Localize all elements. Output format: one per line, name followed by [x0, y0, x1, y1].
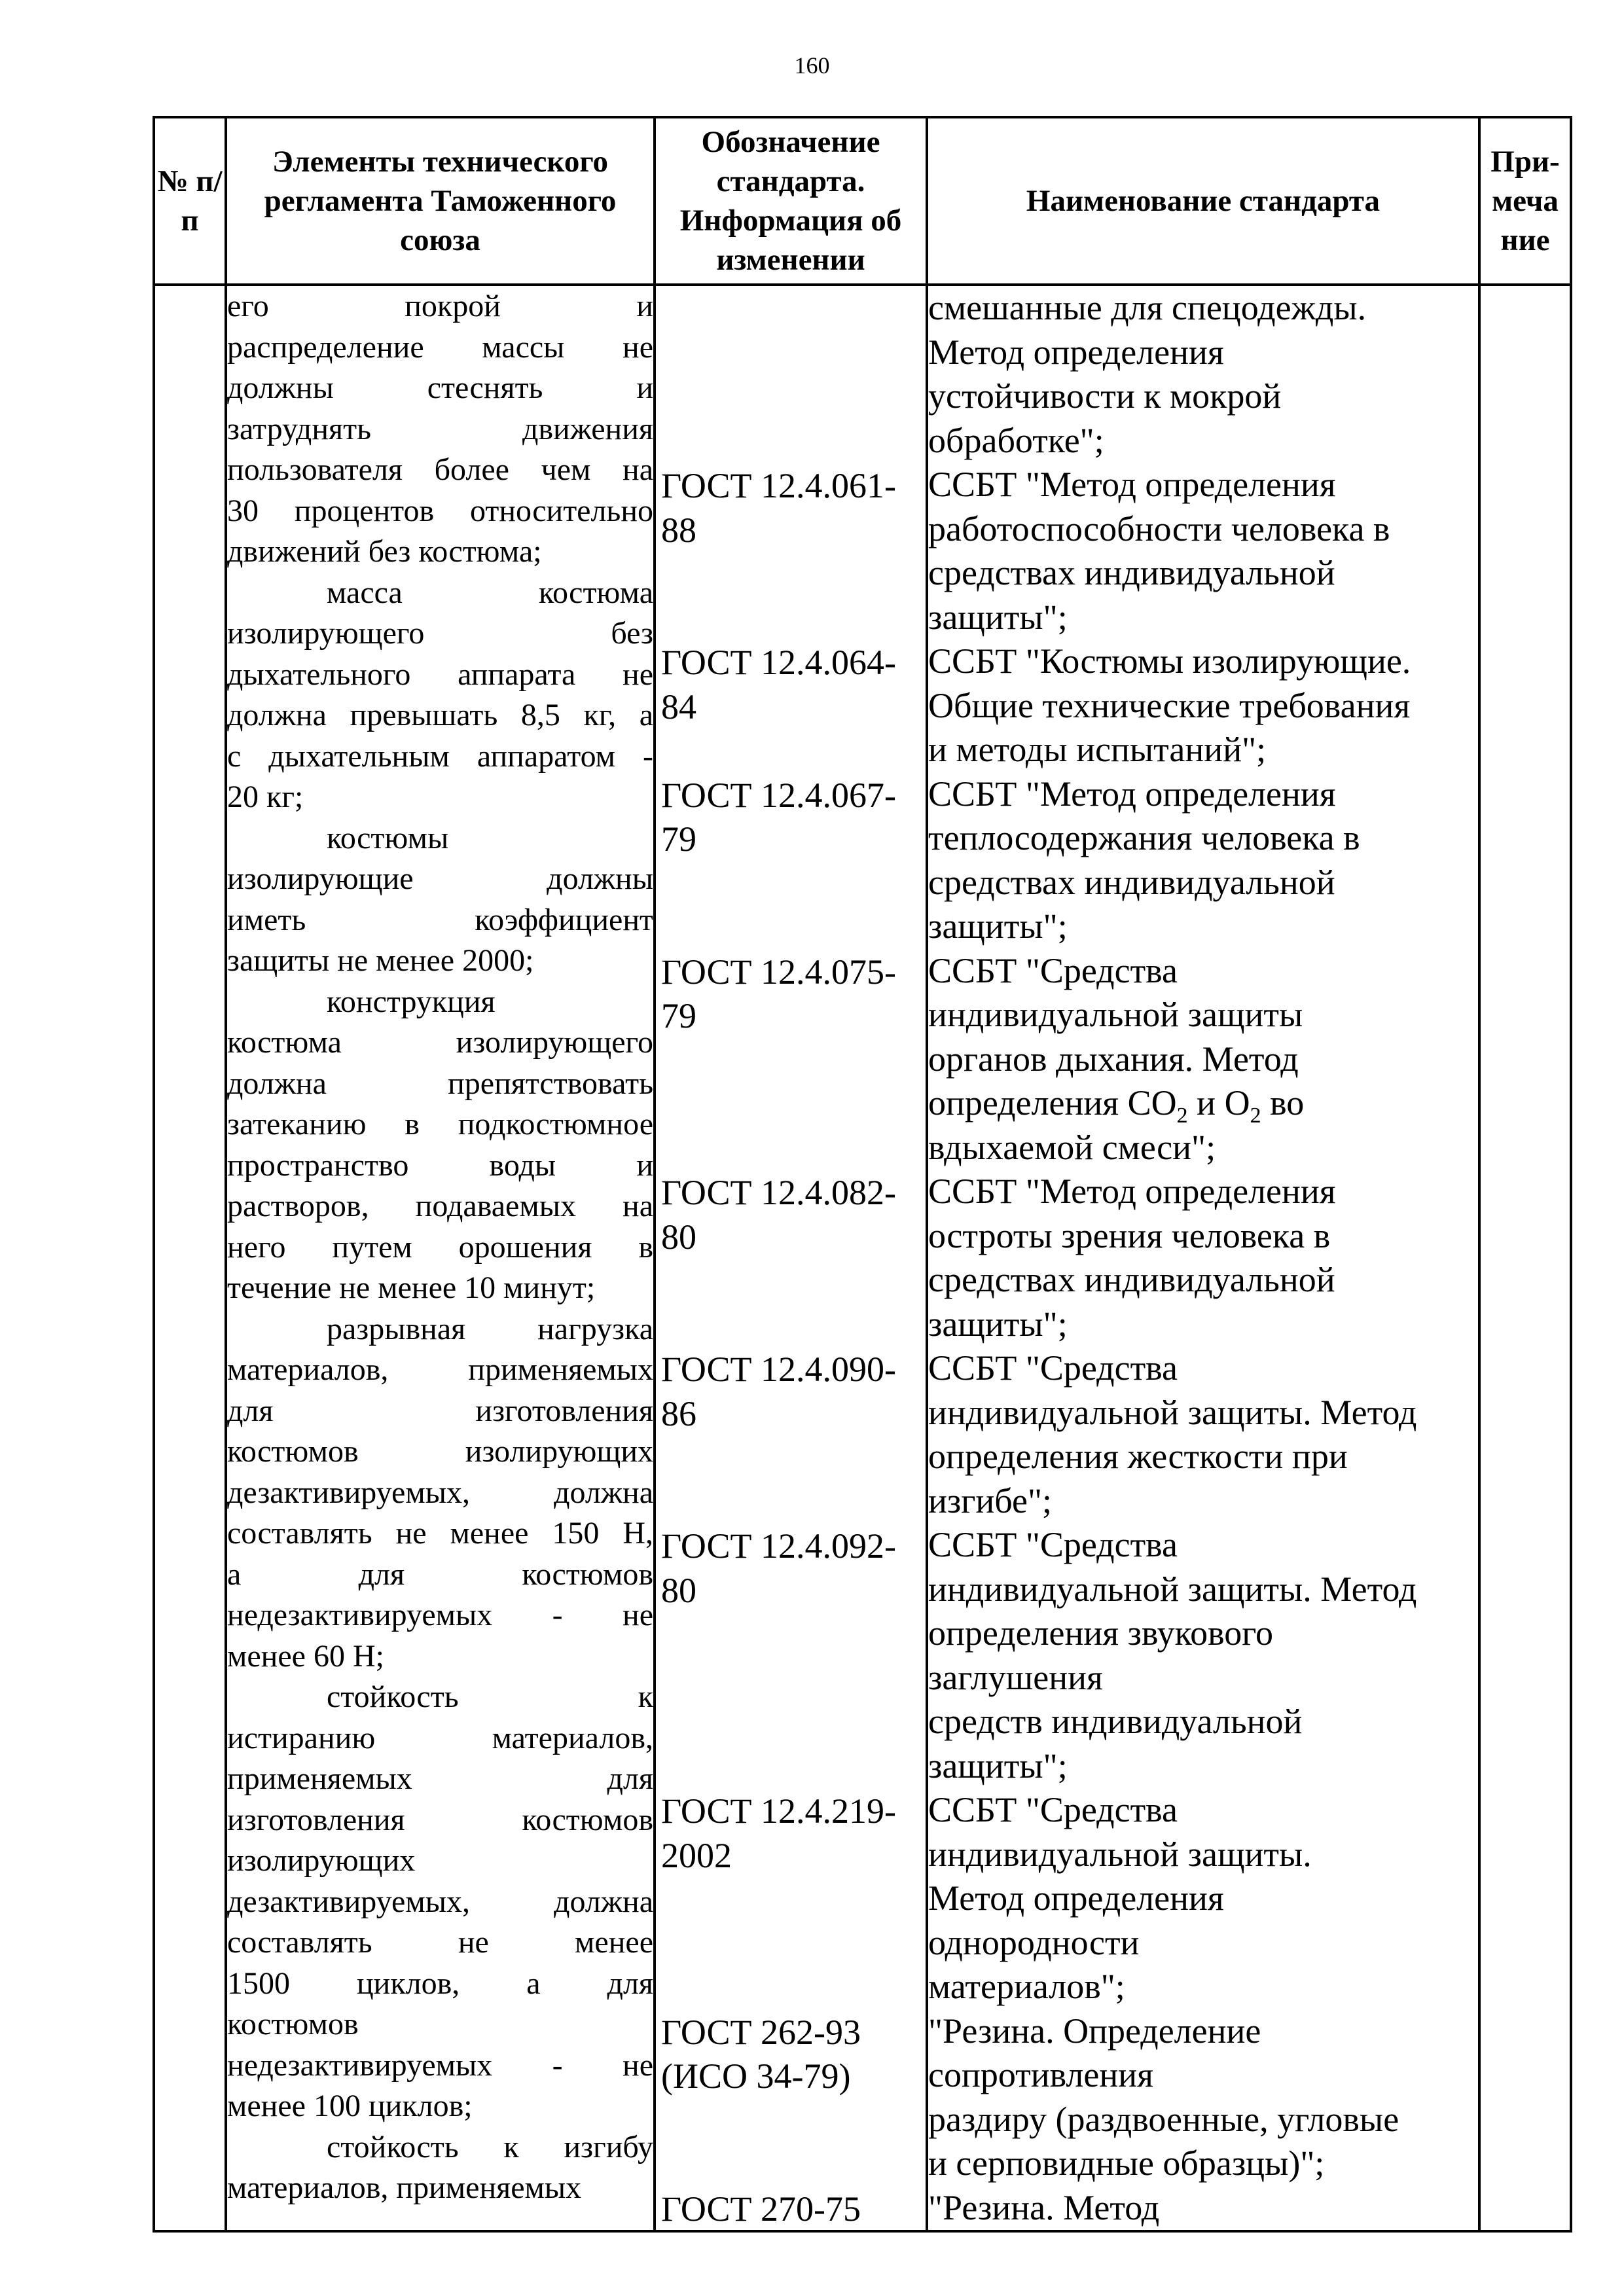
name-line: ССБТ "Средства — [928, 1348, 1178, 1388]
name-line: Общие технические требования — [928, 685, 1411, 725]
designation-line: 88 — [661, 510, 696, 550]
name-line: органов дыхания. Метод — [928, 1039, 1299, 1079]
element-text — [227, 286, 653, 2209]
name-line: и серповидные образцы)"; — [928, 2144, 1325, 2183]
element-line: менее 100 циклов; — [227, 2089, 473, 2123]
element-line: конструкция — [327, 984, 496, 1019]
name-line: ССБТ "Костюмы изолирующие. — [928, 641, 1411, 681]
designation-entry — [661, 774, 926, 862]
element-line: материалов, применяемых — [227, 2170, 582, 2205]
element-line: 1500 циклов, а для — [227, 1965, 653, 2001]
designation-line: 80 — [661, 1217, 696, 1257]
name-line: материалов"; — [928, 1967, 1125, 2006]
designation-line: ГОСТ 12.4.092- — [661, 1526, 897, 1566]
name-line: защиты"; — [928, 597, 1068, 637]
designation-entry — [661, 2011, 926, 2099]
designation-line: 79 — [661, 819, 696, 859]
designation-line: ГОСТ 12.4.090- — [661, 1350, 897, 1389]
element-line: изолирующего без — [227, 616, 653, 651]
element-line: стойкость к — [327, 1679, 653, 1714]
element-line: защиты не менее 2000; — [227, 943, 534, 978]
name-line: "Резина. Определение — [928, 2011, 1261, 2051]
name-line: средствах индивидуальной — [928, 1260, 1335, 1299]
element-line: костюмов — [227, 2007, 359, 2041]
element-line: материалов, применяемых — [227, 1352, 653, 1387]
element-line: истиранию материалов, — [227, 1720, 653, 1755]
header-designation-text: Обозначение стандарта. Информация об изменении — [679, 125, 902, 277]
header-element — [226, 117, 655, 285]
name-line: изгибе"; — [928, 1480, 1053, 1520]
name-line: однородности — [928, 1922, 1140, 1962]
element-line: течение не менее 10 минут; — [227, 1270, 596, 1305]
element-line: растворов, подаваемых на — [227, 1189, 653, 1223]
element-line: дезактивируемых, должна — [227, 1884, 653, 1919]
element-line: применяемых для — [227, 1761, 653, 1796]
name-line: и методы испытаний"; — [928, 730, 1267, 769]
name-line: Метод определения — [928, 1878, 1224, 1918]
designation-line: 84 — [661, 687, 696, 726]
num-cell — [154, 285, 226, 2231]
name-line: теплосодержания человека в — [928, 818, 1360, 857]
element-line: 20 кг; — [227, 780, 304, 814]
element-line: дыхательного аппарата не — [227, 656, 653, 692]
name-line: сопротивления — [928, 2055, 1153, 2094]
element-line: с дыхательным аппаратом - — [227, 738, 653, 774]
name-line: защиты"; — [928, 1746, 1068, 1785]
element-line: изолирующие должны — [227, 861, 653, 896]
name-line: индивидуальной защиты. — [928, 1834, 1312, 1874]
name-line: остроты зрения человека в — [928, 1215, 1331, 1255]
designation-line: (ИСО 34-79) — [661, 2056, 851, 2096]
name-line: определения жесткости при — [928, 1437, 1348, 1476]
designation-entry — [661, 464, 926, 552]
header-name — [927, 117, 1479, 285]
element-line: иметь коэффициент — [227, 902, 653, 937]
element-line: его покрой и — [227, 289, 653, 323]
header-num — [154, 117, 226, 285]
header-num-text: № п/п — [157, 164, 223, 238]
element-line: должна превышать 8,5 кг, а — [227, 698, 653, 732]
name-line: ССБТ "Метод определения — [928, 1172, 1336, 1211]
element-line: а для костюмов — [227, 1556, 653, 1592]
element-line: разрывная нагрузка — [327, 1311, 653, 1346]
header-name-text: Наименование стандарта — [1026, 184, 1380, 218]
name-line: средствах индивидуальной — [928, 862, 1335, 902]
element-line: 30 процентов относительно — [227, 493, 653, 528]
designation-line: 86 — [661, 1393, 696, 1433]
element-line: стойкость к изгибу — [327, 2129, 653, 2164]
name-line: ССБТ "Метод определения — [928, 465, 1336, 504]
element-line: должна препятствовать — [227, 1066, 653, 1101]
element-line: пространство воды и — [227, 1147, 653, 1183]
name-line: защиты"; — [928, 906, 1068, 946]
designation-entry — [661, 1789, 926, 1878]
name-line: средств индивидуальной — [928, 1702, 1303, 1741]
designation-entry — [661, 1348, 926, 1436]
name-line: ССБТ "Средства — [928, 1790, 1178, 1829]
element-line: изготовления костюмов — [227, 1802, 653, 1837]
element-line: для изготовления — [227, 1393, 653, 1428]
designation-entry — [661, 950, 926, 1039]
element-line: составлять не менее — [227, 1925, 653, 1960]
element-line: затруднять движения — [227, 411, 653, 446]
header-note — [1479, 117, 1571, 285]
name-line: устойчивости к мокрой — [928, 376, 1282, 416]
header-designation — [655, 117, 927, 285]
name-line: вдыхаемой смеси"; — [928, 1127, 1216, 1167]
element-line: масса костюма — [327, 575, 653, 610]
name-line: Метод определения — [928, 332, 1224, 372]
name-line: ССБТ "Средства — [928, 1525, 1178, 1564]
name-line: индивидуальной защиты — [928, 995, 1303, 1034]
name-line: смешанные для спецодежды. — [928, 288, 1367, 327]
element-line: костюма изолирующего — [227, 1025, 653, 1060]
designation-line: ГОСТ 12.4.064- — [661, 643, 897, 682]
element-line: менее 60 Н; — [227, 1638, 384, 1674]
designation-entry — [661, 1524, 926, 1613]
name-line: ССБТ "Средства — [928, 950, 1178, 990]
designation-line: ГОСТ 12.4.061- — [661, 466, 897, 505]
designation-line: ГОСТ 262-93 — [661, 2012, 861, 2052]
designation-line: 80 — [661, 1570, 696, 1610]
element-line: недезактивируемых - не — [227, 1598, 653, 1632]
designation-cell — [655, 285, 927, 2231]
name-cell — [927, 285, 1479, 2231]
standards-table — [153, 116, 1572, 2233]
designation-line: ГОСТ 12.4.067- — [661, 775, 897, 815]
element-cell — [226, 285, 655, 2231]
element-line: составлять не менее 150 Н, — [227, 1516, 653, 1551]
name-line: средствах индивидуальной — [928, 553, 1335, 592]
name-line: раздиру (раздвоенные, угловые — [928, 2099, 1399, 2139]
table-row — [154, 285, 1571, 2231]
header-element-text: Элементы технического регламента Таможенного союза — [264, 145, 617, 257]
page-number: 160 — [794, 52, 830, 79]
element-line: распределение массы не — [227, 329, 653, 365]
element-line: недезактивируемых - не — [227, 2047, 653, 2083]
name-line: ССБТ "Метод определения — [928, 774, 1336, 814]
designation-line: 79 — [661, 996, 696, 1035]
element-line: него путем орошения в — [227, 1229, 653, 1265]
designation-line: ГОСТ 12.4.075- — [661, 952, 897, 992]
name-line: определения звукового — [928, 1613, 1274, 1653]
element-line: костюмов изолирующих — [227, 1434, 653, 1469]
table-header-row — [154, 117, 1571, 285]
element-line: должны стеснять и — [227, 370, 653, 405]
designation-entry — [661, 2187, 926, 2232]
designation-list — [656, 286, 926, 2230]
name-line: определения $CO_2$ и $O_2$ во — [928, 1083, 1305, 1128]
name-line: "Резина. Метод — [928, 2187, 1160, 2227]
name-line: обработке"; — [928, 420, 1104, 460]
element-line: костюмы — [327, 820, 449, 855]
name-text — [928, 286, 1478, 2230]
name-line: индивидуальной защиты. Метод — [928, 1392, 1417, 1432]
note-cell — [1479, 285, 1571, 2231]
designation-entry — [661, 1171, 926, 1259]
name-line: заглушения — [928, 1657, 1103, 1697]
name-line: работоспособности человека в — [928, 509, 1390, 548]
name-line: защиты"; — [928, 1304, 1068, 1344]
element-line: пользователя более чем на — [227, 452, 653, 487]
designation-line: 2002 — [661, 1835, 732, 1875]
designation-entry — [661, 641, 926, 729]
designation-line: ГОСТ 12.4.219- — [661, 1791, 897, 1831]
element-line: изолирующих — [227, 1843, 416, 1878]
element-line: движений без костюма; — [227, 534, 542, 569]
element-line: дезактивируемых, должна — [227, 1475, 653, 1510]
name-line: индивидуальной защиты. Метод — [928, 1569, 1417, 1609]
element-line: затеканию в подкостюмное — [227, 1107, 653, 1141]
designation-line: ГОСТ 12.4.082- — [661, 1173, 897, 1212]
header-note-text: При- меча ние — [1490, 145, 1560, 257]
designation-line: ГОСТ 270-75 — [661, 2189, 861, 2229]
